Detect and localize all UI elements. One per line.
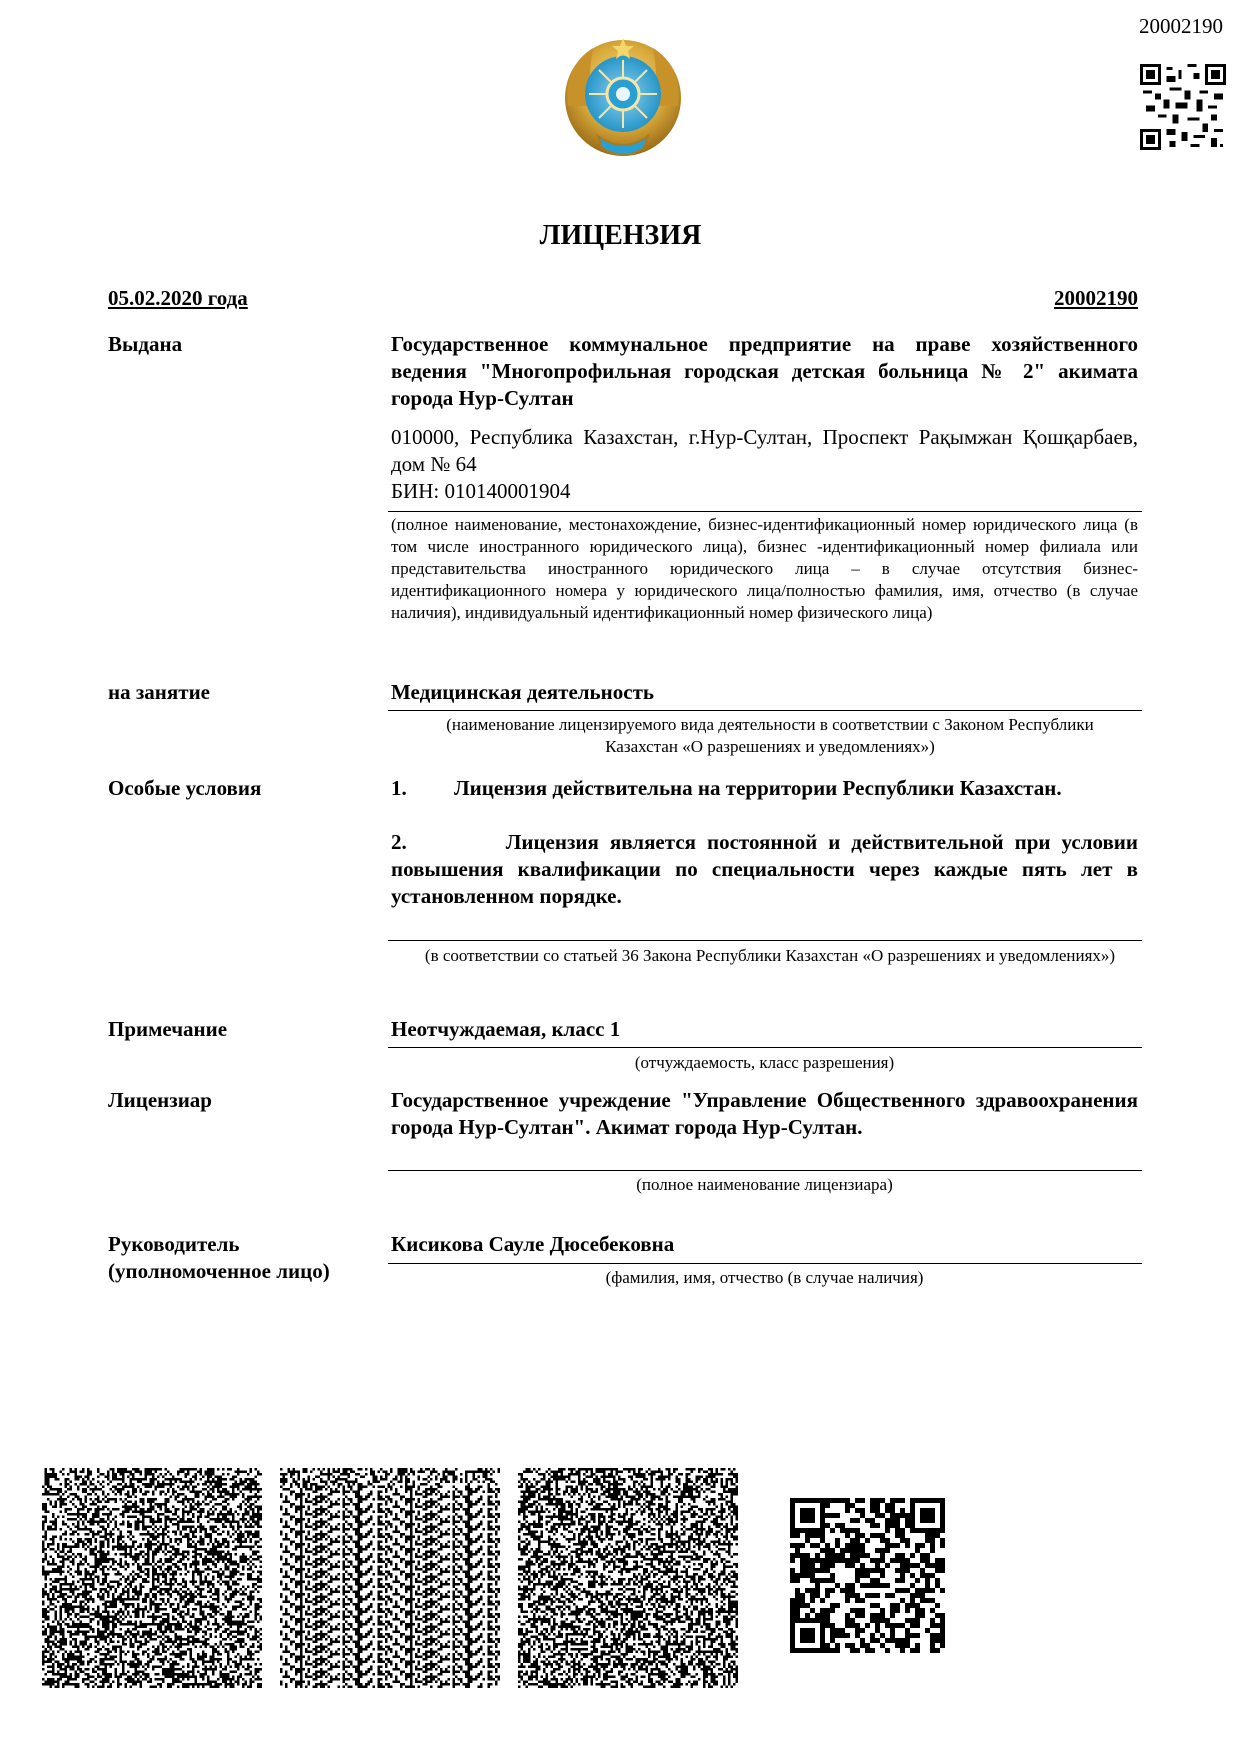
signature-qr-code-1 [42,1468,262,1688]
remark-rule [388,1047,1142,1048]
conditions-rule [388,940,1142,941]
license-number: 20002190 [1054,286,1138,310]
verification-qr-code [790,1498,945,1653]
activity-note: (наименование лицензируемого вида деятельности в соответствии с Законом Республики Казахстан «О разрешениях и уведомлениях») [446,715,1094,756]
licensor-note: (полное наименование лицензиара) [636,1175,893,1194]
signature-qr-code-3 [518,1468,738,1688]
conditions-note: (в соответствии со статьей 36 Закона Республики Казахстан «О разрешениях и уведомлениях») [424,946,1116,965]
activity-label: на занятие [108,680,210,704]
licensor-value: Государственное учреждение "Управление Общественного здравоохранения города Нур-Султан". Акимат города Нур-Султан. [391,1088,1138,1139]
activity-value: Медицинская деятельность [391,680,654,704]
issued-rule [388,511,1142,512]
conditions-label: Особые условия [108,776,262,800]
state-emblem [558,36,688,166]
head-rule [388,1263,1142,1264]
head-note: (фамилия, имя, отчество (в случае наличия) [605,1268,924,1287]
licensor-rule [388,1170,1142,1171]
document-title: ЛИЦЕНЗИЯ [539,220,702,251]
signature-qr-code-2 [280,1468,500,1688]
remark-note: (отчуждаемость, класс разрешения) [634,1053,895,1072]
licensor-label: Лицензиар [108,1088,212,1112]
activity-rule [388,710,1142,711]
issued-name: Государственное коммунальное предприятие на праве хозяйственного ведения "Многопрофильная городская детская больница № 2" акимата города Нур-Султан [391,332,1138,410]
conditions-item-1: 1. Лицензия действительна на территории Республики Казахстан. [391,776,1062,800]
issued-note: (полное наименование, местонахождение, бизнес-идентификационный номер юридического лица (в том числе иностранного юридического лица), бизнес -идентификационный номер филиала или представительства иностранного юридического лица – в случае отсутствия бизнес-идентификационного номера у юридического лица/полностью фамилия, имя, отчество (в случае наличия), индивидуальный идентификационный номер физического лица) [391,515,1138,622]
remark-value: Неотчуждаемая, класс 1 [391,1017,621,1041]
document-number-top: 20002190 [1139,14,1223,38]
head-label-line1: Руководитель [108,1232,240,1256]
issued-bin: БИН: 010140001904 [391,479,571,503]
head-value: Кисикова Сауле Дюсебековна [391,1232,675,1256]
issued-address: 010000, Республика Казахстан, г.Нур-Султан, Проспект Рақымжан Қошқарбаев, дом № 64 [391,425,1138,476]
head-label-line2: (уполномоченное лицо) [108,1259,330,1283]
remark-label: Примечание [108,1017,228,1041]
conditions-item-2: 2. Лицензия является постоянной и действительной при условии повышения квалификации по специальности через каждые пять лет в установленном порядке. [391,830,1138,908]
qr-code-top [1140,64,1226,150]
license-date: 05.02.2020 года [108,286,248,310]
issued-label: Выдана [108,332,183,356]
